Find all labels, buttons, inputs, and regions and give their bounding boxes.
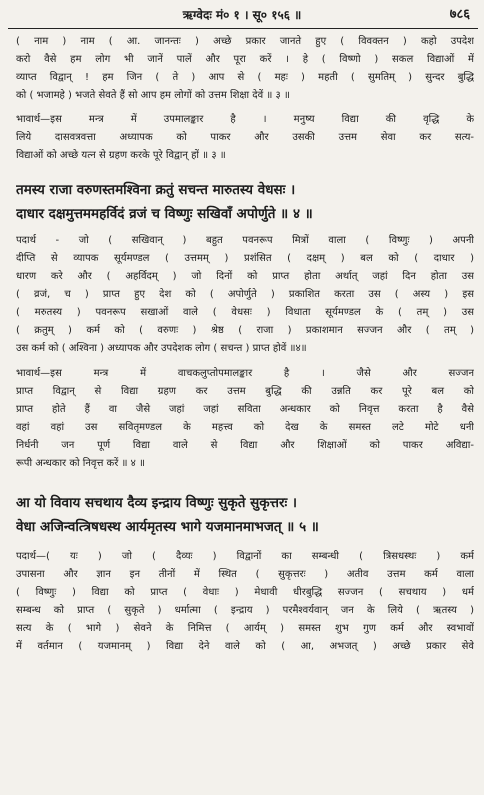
text-line: सत्य के ( भागे ) सेवने के निमित्त ( आर्यम् ) समस्त शुभ गुण कर्म और स्वभावों xyxy=(16,623,474,634)
padartha-5 xyxy=(16,548,474,656)
text-line: को ( भजामहे ) भजते सेवते हैं सो आप हम लोगों को उत्तम शिक्षा देवें ॥ ३ ॥ xyxy=(16,90,290,101)
text-line: पदार्थ—( यः ) जो ( दैव्यः ) विद्वानों का सम्बन्धी ( त्रिसधस्थः ) कर्म xyxy=(16,551,474,562)
text-line: रूपी अन्धकार को निवृत्त करें ॥ ४ ॥ xyxy=(16,458,146,469)
text-line: सम्बन्ध को प्राप्त ( सुकृते ) धर्मात्मा ( इन्द्राय ) परमैश्वर्यवान् जन के लिये ( ऋतस्य ) xyxy=(16,605,474,616)
text-line: उस कर्म को ( अश्विना ) अध्यापक और उपदेशक लोग ( सचन्त ) प्राप्त होवें ॥४॥ xyxy=(16,343,307,354)
text-line: करो वैसे हम लोग भी जानें पालें और पूरा करें । हे ( विष्णो ) सकल विद्याओं में xyxy=(16,54,474,65)
padartha-4 xyxy=(16,232,474,358)
running-title: ऋग्वेदः मं० १ । सू० १५६ ॥ xyxy=(182,8,302,22)
text-line: प्राप्त होते हैं वा जैसे जहां जहां सविता अन्धकार को निवृत्त करता है वैसे xyxy=(16,404,474,415)
header-rule xyxy=(8,28,478,29)
text-line: दीप्ति से व्यापक सूर्यमण्डल ( उत्तमम् ) प्रशंसित ( दक्षम् ) बल को ( दाधार ) xyxy=(16,253,474,264)
text-line: में वर्तमान ( यजमानम् ) विद्या देने वाले को ( आ, अभजत् ) अच्छे प्रकार सेवे xyxy=(16,641,474,652)
text-line: ( नाम ) नाम ( आ. जानन्तः ) अच्छे प्रकार जानते हुए ( विवक्तन ) कहो उपदेश xyxy=(16,36,474,47)
text-line: ( मरुतस्य ) पवनरूप सखाओं वाले ( वेधसः ) विधाता सूर्यमण्डल के ( तम् ) उस xyxy=(16,307,474,318)
mantra-line: आ यो विवाय सचथाय दैव्य इन्द्राय विष्णुः सुकृते सुकृत्तरः । xyxy=(16,495,298,511)
bhavartha-3 xyxy=(16,111,474,165)
text-line: उपासना और ज्ञान इन तीनों में स्थित ( सुकृत्तरः ) अतीव उत्तम कर्म वाला xyxy=(16,569,474,580)
bhavartha-4 xyxy=(16,365,474,473)
padartha-3-continuation xyxy=(16,33,474,105)
text-line: निर्धनी जन पूर्ण विद्या वाले से विद्या और शिक्षाओं को पाकर अविद्या- xyxy=(16,440,474,451)
text-line: भावार्थ—इस मन्त्र में उपमालङ्कार है । मनुष्य विद्या की वृद्धि के xyxy=(16,114,474,125)
text-line: विद्याओं को अच्छे यत्न से ग्रहण करके पूरे विद्वान् हों ॥ ३ ॥ xyxy=(16,150,226,161)
mantra-line: दाधार दक्षमुत्तममहर्विदं व्रजं च विष्णुः सखिवाँ अपोर्णुते ॥ ४ ॥ xyxy=(16,206,313,222)
mantra-line: वेधा अजिन्वत्त्रिषधस्थ आर्यमृतस्य भागे यजमानमाभजत् ॥ ५ ॥ xyxy=(16,519,319,535)
text-line: वहां वहां उस सवितृमण्डल के महत्त्व को देख के समस्त लटे मोटे धनी xyxy=(16,422,474,433)
text-line: ( विष्णुः ) विद्या को प्राप्त ( वेधाः ) मेधावी धीरबुद्धि सज्जन ( सचथाय ) धर्म xyxy=(16,587,474,598)
text-line: पदार्थ - जो ( सखिवान् ) बहुत पवनरूप मित्रों वाला ( विष्णुः ) अपनी xyxy=(16,235,474,246)
text-line: ( क्रतुम् ) कर्म को ( वरुणः ) श्रेष्ठ ( राजा ) प्रकाशमान सज्जन और ( तम् ) xyxy=(16,325,474,336)
text-line: भावार्थ—इस मन्त्र में वाचकलुप्तोपमालङ्कार है । जैसे और सज्जन xyxy=(16,368,474,379)
text-line: धारण करे और ( अहर्विदम् ) जो दिनों को प्राप्त होता अर्थात् जहां दिन होता उस xyxy=(16,271,474,282)
text-line: व्याप्त विद्वान् ! हम जिन ( ते ) आप से ( महः ) महती ( सुमतिम् ) सुन्दर बुद्धि xyxy=(16,72,474,83)
mantra-line: तमस्य राजा वरुणस्तमश्विना क्रतुं सचन्त मारुतस्य वेधसः । xyxy=(16,182,296,198)
mantra-4 xyxy=(16,178,474,226)
page-header xyxy=(0,4,484,26)
text-line: ( व्रजं, च ) प्राप्त हुए देश को ( अपोर्णुते ) प्रकाशित करता उस ( अस्य ) इस xyxy=(16,289,474,300)
text-line: लिये दासवत्रवत्ता अध्यापक को पाकर और उसकी उत्तम सेवा कर सत्य- xyxy=(16,132,474,143)
mantra-5 xyxy=(16,491,474,539)
text-line: प्राप्त विद्वान् से विद्या ग्रहण कर उत्तम बुद्धि की उन्नति कर पूरे बल को xyxy=(16,386,474,397)
page-number: ७८६ xyxy=(449,7,470,22)
